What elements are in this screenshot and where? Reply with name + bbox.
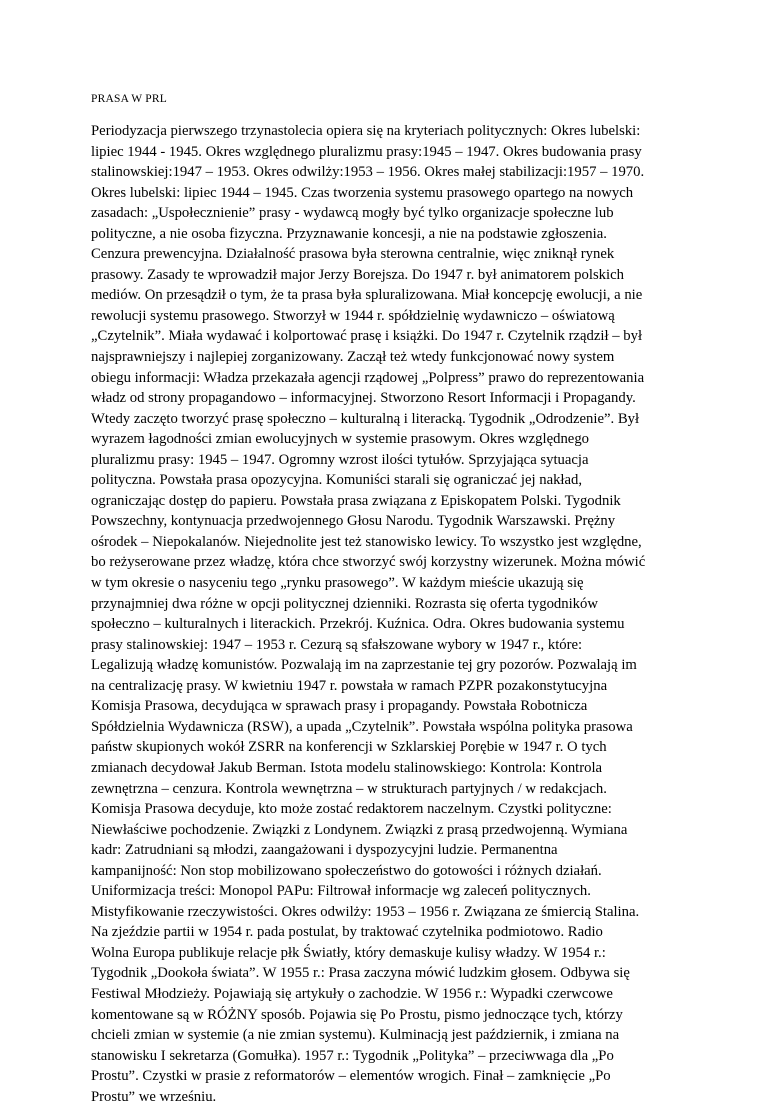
body-text-line: polityczne, a nie osoba fizyczna. Przyznawanie koncesji, a nie na podstawie zgłoszenia. [91, 225, 607, 242]
body-text-line: stalinowskiej:1947 – 1953. Okres odwilży:1953 – 1956. Okres małej stabilizacji:1957 – 1970. [91, 164, 645, 181]
body-text-line: Periodyzacja pierwszego trzynastolecia opiera się na kryteriach politycznych: Okres lubelski: [91, 123, 641, 139]
body-text-line: kadr: Zatrudniani są młodzi, zaangażowani i dyspozycyjni ludzie. Permanentna [91, 842, 558, 859]
body-text-line: obiegu informacji: Władza przekazała agencji rządowej „Polpress” prawo do reprezentowania [91, 369, 645, 386]
body-text-line: lipiec 1944 - 1945. Okres względnego pluralizmu prasy:1945 – 1947. Okres budowania prasy [91, 143, 642, 160]
body-text-line: władz od strony propagandowo – informacyjnej. Stworzono Resort Informacji i Propagandy. [91, 390, 636, 407]
body-text-line: mediów. On przesądził o tym, że ta prasa była spluralizowana. Miał koncepcję ewolucji, a nie [91, 287, 643, 304]
body-text-line: rewolucji systemu prasowego. Stworzył w 1944 r. spółdzielnię wydawniczo – oświatową [91, 307, 615, 324]
document-title: PRASA W PRL [91, 93, 167, 105]
body-text-line: przynajmniej dwa różne w opcji politycznej dzienniki. Rozrasta się oferta tygodników [91, 595, 598, 612]
body-text-line: Mistyfikowanie rzeczywistości. Okres odwilży: 1953 – 1956 r. Związana ze śmiercią Stalina. [91, 903, 640, 920]
body-text-line: Spółdzielnia Wydawnicza (RSW), a upada „Czytelnik”. Powstała wspólna polityka prasowa [91, 718, 633, 735]
body-text-line: zewnętrzna – cenzura. Kontrola wewnętrzna – w strukturach partyjnych / w redakcjach. [91, 780, 607, 797]
body-text-line: społeczno – kulturalnych i literackich. Przekrój. Kuźnica. Odra. Okres budowania systemu [91, 616, 625, 633]
body-text-line: w tym okresie o nasyceniu tego „rynku prasowego”. W każdym mieście ukazują się [91, 575, 584, 592]
body-text-line: zmianach decydował Jakub Berman. Istota modelu stalinowskiego: Kontrola: Kontrola [91, 759, 603, 776]
body-text-line: komentowane są w RÓŻNY sposób. Pojawia się Po Prostu, pismo jednoczące tych, którzy [91, 1006, 623, 1023]
body-text-line: wyrazem łagodności zmian ewolucyjnych w systemie prasowym. Okres względnego [91, 431, 590, 448]
body-text-line: Legalizują władzę komunistów. Pozwalają im na zaprzestanie tej gry pozorów. Pozwalają im [91, 657, 637, 674]
body-text-line: Prostu”. Czystki w prasie z reformatorów – elementów wrogich. Finał – zamknięcie „Po [91, 1068, 611, 1085]
body-text-line: na centralizację prasy. W kwietniu 1947 r. powstała w ramach PZPR pozakonstytucyjna [91, 677, 608, 694]
body-text-line: Cenzura prewencyjna. Działalność prasowa była sterowna centralnie, więc zniknął rynek [91, 246, 615, 263]
body-text-line: kampanijność: Non stop mobilizowano społeczeństwo do gotowości i różnych działań. [91, 862, 602, 879]
body-text-line: Okres lubelski: lipiec 1944 – 1945. Czas tworzenia systemu prasowego opartego na nowych [91, 184, 634, 201]
body-text-line: bo reżyserowane przez władzę, która chce stworzyć swój korzystny wizerunek. Można mówić [91, 554, 646, 571]
body-text-line: chcieli zmian w systemie (a nie zmian systemu). Kulminacją jest październik, i zmiana na [91, 1027, 620, 1044]
body-text-line: „Czytelnik”. Miała wydawać i kolportować prasę i książki. Do 1947 r. Czytelnik rządził – był [91, 328, 643, 345]
body-text-line: polityczna. Powstała prasa opozycyjna. Komuniści starali się ograniczać jej nakład, [91, 472, 583, 489]
body-text-line: ośrodek – Niepokalanów. Niejednolite jest też stanowisko lewicy. To wszystko jest względne, [91, 533, 642, 550]
body-text-line: Na zjeździe partii w 1954 r. pada postulat, by traktować czytelnika podmiotowo. Radio [91, 924, 603, 941]
body-text-line: prasy stalinowskiej: 1947 – 1953 r. Cezurą są sfałszowane wybory w 1947 r., które: [91, 636, 583, 653]
body-text-line: ograniczając dostęp do papieru. Powstała prasa związana z Episkopatem Polski. Tygodnik [91, 492, 621, 509]
body-text-line: Prostu” we wrześniu. [91, 1088, 217, 1105]
body-text-line: pluralizmu prasy: 1945 – 1947. Ogromny wzrost ilości tytułów. Sprzyjająca sytuacja [91, 451, 589, 468]
body-text-line: zasadach: „Uspołecznienie” prasy - wydawcą mogły być tylko organizacje społeczne lub [91, 205, 614, 222]
body-text-line: najsprawniejszy i najlepiej zorganizowany. Zaczął też wtedy funkcjonować nowy system [91, 349, 615, 366]
body-text-line: Uniformizacja treści: Monopol PAPu: Filtrował informacje wg zaleceń politycznych. [91, 883, 591, 900]
body-text-line: Powszechny, kontynuacja przedwojennego Głosu Narodu. Tygodnik Warszawski. Prężny [91, 513, 616, 530]
body-text-line: Wolna Europa publikuje relacje płk Światły, który demaskuje kulisy władzy. W 1954 r.: [91, 944, 606, 961]
document-body [91, 121, 691, 1107]
body-text-line: Komisja Prasowa, decydująca w sprawach prasy i propagandy. Powstała Robotnicza [91, 698, 588, 715]
body-text-line: Komisja Prasowa decyduje, kto może zostać redaktorem naczelnym. Czystki polityczne: [91, 801, 612, 818]
body-text-line: Tygodnik „Dookoła świata”. W 1955 r.: Prasa zaczyna mówić ludzkim głosem. Odbywa się [91, 965, 630, 982]
body-text-line: państw skupionych wokół ZSRR na konferencji w Szklarskiej Porębie w 1947 r. O tych [91, 739, 607, 756]
body-text-line: stanowisku I sekretarza (Gomułka). 1957 r.: Tygodnik „Polityka” – przeciwwaga dla „Po [91, 1047, 614, 1064]
body-text-line: Wtedy zaczęto tworzyć prasę społeczno – kulturalną i literacką. Tygodnik „Odrodzenie”. Był [91, 410, 640, 427]
body-text-line: Festiwal Młodzieży. Pojawiają się artykuły o zachodzie. W 1956 r.: Wypadki czerwcowe [91, 985, 613, 1002]
body-text-line: prasowy. Zasady te wprowadził major Jerzy Borejsza. Do 1947 r. był animatorem polskich [91, 266, 624, 283]
body-text-line: Niewłaściwe pochodzenie. Związki z Londynem. Związki z prasą przedwojenną. Wymiana [91, 821, 628, 838]
